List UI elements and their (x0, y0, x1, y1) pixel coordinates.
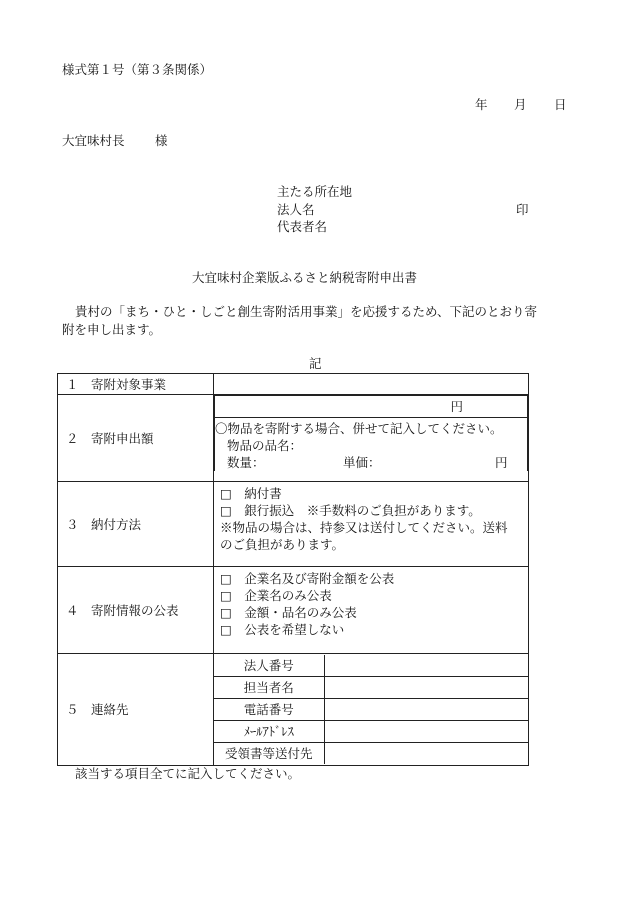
goods-note: 〇物品を寄附する場合、併せて記入してください。 (215, 421, 503, 436)
footer-note: 該当する項目全てに記入してください。 (75, 766, 301, 781)
contact-email-label: ﾒｰﾙｱﾄﾞﾚｽ (214, 721, 324, 743)
payment-note-2: のご負担があります。 (220, 537, 345, 552)
ki-heading: 記 (309, 356, 322, 371)
contact-receipt-address-label: 受領書等送付先 (214, 743, 324, 765)
row5-label: ５ 連絡先 (58, 654, 214, 766)
row2-label: ２ 寄附申出額 (58, 395, 214, 482)
contact-corp-number-label: 法人番号 (214, 655, 324, 677)
table-row (58, 395, 529, 482)
contact-phone-value[interactable] (324, 699, 528, 721)
contact-receipt-address-value[interactable] (324, 743, 528, 765)
table-row (58, 654, 529, 766)
quantity-label: 数量： (227, 455, 265, 470)
contact-corp-number-value[interactable] (324, 655, 528, 677)
row3-label: ３ 納付方法 (58, 482, 214, 567)
yen-unit: 円 (450, 399, 463, 414)
contact-person-label: 担当者名 (214, 677, 324, 699)
contact-email-value[interactable] (324, 721, 528, 743)
form-number: 様式第１号（第３条関係） (62, 62, 213, 77)
applicant-corp-name-label: 法人名 (277, 202, 315, 217)
row4-value (214, 567, 529, 654)
amount-field[interactable] (215, 396, 528, 418)
date-day: 日 (554, 97, 567, 112)
applicant-rep-label: 代表者名 (277, 219, 328, 234)
payment-option-bank[interactable]: □ 銀行振込 ※手数料のご負担があります。 (220, 503, 481, 518)
publish-option-3[interactable]: □ 金額・品名のみ公表 (220, 605, 357, 620)
table-row (58, 482, 529, 567)
table-row (58, 374, 529, 395)
publish-option-2[interactable]: □ 企業名のみ公表 (220, 588, 332, 603)
row1-value[interactable] (214, 374, 529, 395)
date-month: 月 (514, 97, 527, 112)
document-title: 大宜味村企業版ふるさと納税寄附申出書 (192, 270, 418, 285)
item-name-label: 物品の品名： (227, 438, 303, 453)
application-table (57, 373, 529, 766)
yen-unit-2: 円 (495, 455, 508, 470)
row5-value (214, 654, 529, 766)
contact-phone-label: 電話番号 (214, 699, 324, 721)
unit-price-label: 単価： (343, 455, 381, 470)
row4-label: ４ 寄附情報の公表 (58, 567, 214, 654)
row1-label: １ 寄附対象事業 (58, 374, 214, 395)
addressee-honorific: 様 (155, 133, 168, 148)
applicant-address-label: 主たる所在地 (277, 184, 353, 199)
seal-mark: 印 (516, 202, 529, 217)
publish-option-1[interactable]: □ 企業名及び寄附金額を公表 (220, 571, 395, 586)
date-year: 年 (475, 97, 488, 112)
addressee-name: 大宜味村長 (62, 133, 125, 148)
publish-option-4[interactable]: □ 公表を希望しない (220, 622, 345, 637)
table-row (58, 567, 529, 654)
payment-option-invoice[interactable]: □ 納付書 (220, 486, 282, 501)
contact-person-value[interactable] (324, 677, 528, 699)
row3-value (214, 482, 529, 567)
payment-note-1: ※物品の場合は、持参又は送付してください。送料 (220, 520, 508, 535)
row2-value (214, 395, 529, 482)
intro-line-1: 貴村の「まち・ひと・しごと創生寄附活用事業」を応援するため、下記のとおり寄 (75, 304, 538, 319)
intro-line-2: 附を申し出ます。 (62, 322, 162, 337)
